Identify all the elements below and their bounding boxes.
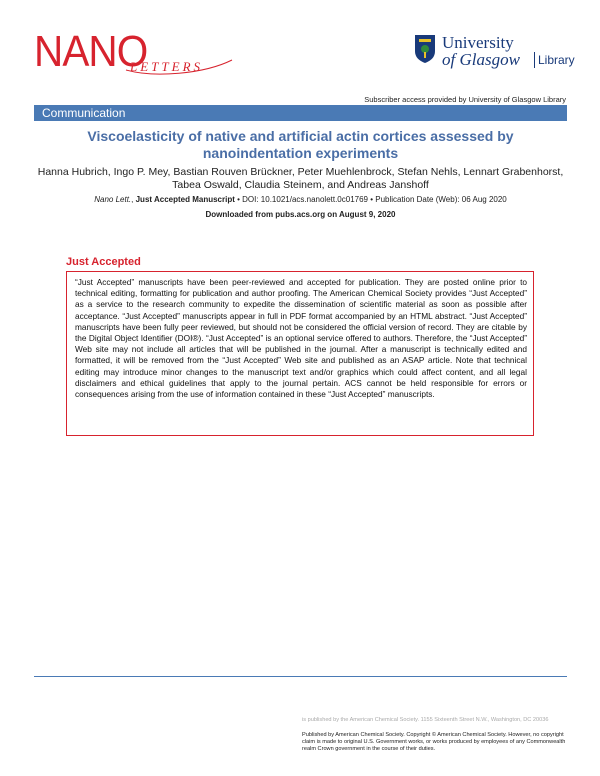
subscriber-access-note: Subscriber access provided by University of Glasgow Library xyxy=(364,95,566,104)
logo-divider xyxy=(534,52,535,68)
article-title[interactable]: Viscoelasticity of native and artificial actin cortices assessed by nanoindentation experiments xyxy=(87,128,514,161)
university-logo xyxy=(414,34,584,74)
journal-name: Nano Lett. xyxy=(94,195,132,204)
journal-logo-sub: LETTERS xyxy=(130,59,204,74)
journal-logo-main: NANO xyxy=(34,27,148,76)
library-label: Library xyxy=(538,53,575,67)
citation-line: Nano Lett., Just Accepted Manuscript • DOI: 10.1021/acs.nanolett.0c01769 • Publication Date (Web): 06 Aug 2020 xyxy=(94,195,507,204)
manuscript-status: Just Accepted Manuscript xyxy=(135,195,235,204)
just-accepted-box xyxy=(66,271,534,436)
university-name-line1: University xyxy=(442,33,514,52)
copyright-note: Published by American Chemical Society. Copyright © American Chemical Society. However, no copyright claim is made to original U.S. Government works, or works produced by employees of any Commonwealth realm Crown government in the course of their duties. xyxy=(302,732,566,753)
author-list: Hanna Hubrich, Ingo P. Mey, Bastian Rouven Brückner, Peter Muehlenbrock, Stefan Nehls, Lennart Grabenhorst, Tabea Oswald, Claudia Steinem, and Andreas Janshoff xyxy=(37,166,564,191)
university-name-line2: of Glasgow xyxy=(442,50,520,69)
section-bar xyxy=(34,105,567,121)
just-accepted-heading: Just Accepted xyxy=(66,256,141,268)
university-crest-icon xyxy=(414,34,436,64)
just-accepted-text: “Just Accepted” manuscripts have been peer-reviewed and accepted for publication. They are posted online prior to technical editing, formatting for publication and author proofing. The American Chemical Society provides “Just Accepted” as a service to the research community to expedite the dissemination of scientific material as soon as possible after acceptance. “Just Accepted” manuscripts appear in full in PDF format accompanied by an HTML abstract. “Just Accepted” manuscripts have been fully peer reviewed, but should not be considered the official version of record. They are citable by the Digital Object Identifier (DOI®). “Just Accepted” is an optional service offered to authors. Therefore, the “Just Accepted” Web site may not include all articles that will be published in the journal. After a manuscript is technically edited and formatted, it will be removed from the “Just Accepted” Web site and published as an ASAP article. Note that technical editing may introduce minor changes to the manuscript text and/or graphics which could affect content, and all legal disclaimers and ethical guidelines that apply to the journal pertain. ACS cannot be held responsible for errors or consequences arising from the use of information contained in these “Just Accepted” manuscripts. xyxy=(75,277,527,400)
publisher-note: is published by the American Chemical Society. 1155 Sixteenth Street N.W., Washington, DC 20036 xyxy=(302,717,549,723)
download-line: Downloaded from pubs.acs.org on August 9, 2020 xyxy=(205,210,396,219)
section-label: Communication xyxy=(42,106,126,120)
footer-divider xyxy=(34,676,567,677)
journal-logo xyxy=(34,27,234,86)
doi-and-date[interactable]: • DOI: 10.1021/acs.nanolett.0c01769 • Publication Date (Web): 06 Aug 2020 xyxy=(234,195,507,204)
